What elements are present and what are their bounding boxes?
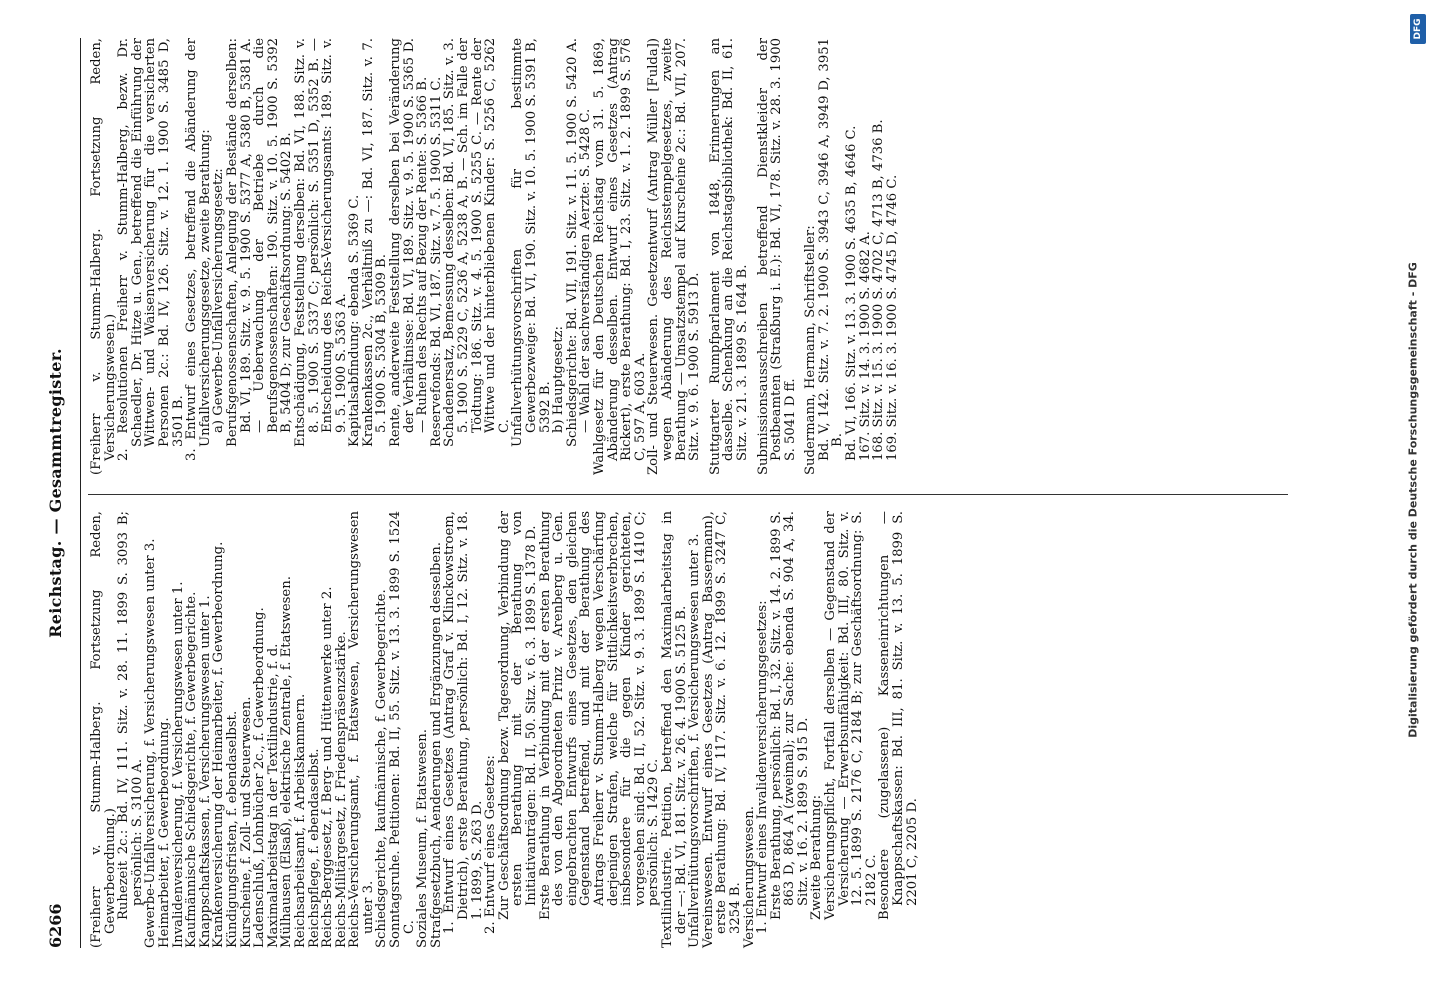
subsection-heading: b) Hauptgesetz: <box>551 326 567 433</box>
numbered-item: 2. Resolutionen Freiherr v. Stumm-Halberg, bezw. Dr. Schaedler, Dr. Hitze u. Gen., betreffend die Einführung der Wittwen- und Waisenversicherung für die versicherten Personen 2c.: Bd. IV, 126. Sitz. v. 12. 1. 1900 S. 3485 D, 3501 B. <box>116 38 186 461</box>
index-entry: Sudermann, Hermann, Schriftsteller: <box>803 225 819 475</box>
dfg-logo-text: DFG <box>1413 18 1423 40</box>
entry-text: Krankenkassen 2c., Verhältniß zu —: Bd. VI, 187. Sitz. v. 7. 5. 1900 S. 5304 B, 5309 B. <box>360 38 390 447</box>
page-title: Reichstag. — Gesammtregister. <box>46 348 65 638</box>
entry-text: Besondere (zugelassene) Kasseneinrichtungen — Knappschaftskassen: Bd. III, 81. Sitz. v. 13. 5. 1899 S. 2201 C, 2205 D. <box>877 511 920 920</box>
left-column <box>90 511 919 948</box>
index-entry: Kündigungsfristen, f. ebendaselbst. <box>224 710 240 948</box>
citation-line: 167. Sitz. v. 14. 3. 1900 S. 4682 A. <box>857 231 873 461</box>
entry-text: Versicherungspflicht, Fortfall derselben — Gegenstand der Versicherung — Erwerbsunfähigkeit: Bd. III, 80. Sitz. v. 12. 5. 1899 S. 2176 C, 2184 B; zur Geschäftsordnung: S. 2182 C. <box>823 511 879 920</box>
numbered-item: 1. Entwurf eines Invalidenversicherungsgesetzes: <box>755 600 771 934</box>
index-entry: Reichs-Berggesetz, f. Berg- und Hüttenwerke unter 2. <box>320 586 336 948</box>
index-entry: Ladenschluß, Lohnbücher 2c., f. Gewerbeordnung. <box>252 607 268 948</box>
entry-text: Schadenersatz, Bemessung desselben: Bd. VI, 185. Sitz. v. 3. 5. 1900 S. 5229 C, 5236 A, 5238 A, B. — Sch. im Falle der Tödtung: 186. Sitz. v. 4. 5. 1900 S. 5255 C. — Rente der Wittwe und der hinterbliebenen Kinder: S. 5256 C, 5262 C. <box>442 38 512 447</box>
index-entry: Wahlgesetz für den Deutschen Reichstag vom 31. 5. 1869, Abänderung desselben. Entwurf eines Gesetzes (Antrag Rickert), erste Berathung: Bd. I, 23. Sitz. v. 1. 2. 1899 S. 576 C, 597 A, 603 A. <box>591 38 648 475</box>
index-entry: Kurscheine, f. Zoll- und Steuerwesen. <box>238 696 254 948</box>
citation-line: 169. Sitz. v. 16. 3. 1900 S. 4745 D, 4746 C. <box>884 174 900 461</box>
citation-line: Bd. VI, 166. Sitz. v. 13. 3. 1900 S. 4635 B, 4646 C. <box>844 125 860 461</box>
index-entry: Reichs-Versicherungsamt, f. Etatswesen, Versicherungswesen unter 3. <box>347 511 376 948</box>
index-entry: Reichspflege, f. ebendaselbst. <box>306 748 322 948</box>
numbered-item: 1. Entwurf eines Gesetzes (Antrag Graf v. Klinckowstroem, Dietrich), erste Berathung, persönlich: Bd. I, 12. Sitz. v. 18. 1. 1899, S. 263 D. <box>442 511 485 934</box>
index-entry: Strafgesetzbuch, Aenderungen und Ergänzungen desselben. <box>428 542 444 948</box>
index-entry: Kaufmännische Schiedsgerichte, f. Gewerbegerichte. <box>184 591 200 948</box>
entry-text: Zur Geschäftsordnung bezw. Tagesordnung, Verbindung der ersten Berathung mit der Berathung von Initiativanträgen: Bd. II, 50. Sitz. v. 6. 3. 1899 S. 1378 D. <box>496 511 539 920</box>
index-entry: Zoll- und Steuerwesen. Gesetzentwurf (Antrag Müller [Fulda]) wegen Abänderung des Reichsstempelgesetzes, zweite Berathung — Umsatzstempel auf Kurscheine 2c.: Bd. VII, 207. Sitz. v. 9. 6. 1900 S. 5913 D. <box>646 38 703 475</box>
entry-text: Reservefonds: Bd. VI, 187. Sitz. v. 7. 5. 1900 S. 5311 C. <box>428 76 444 447</box>
index-entry: Soziales Museum, f. Etatswesen. <box>415 729 431 948</box>
citation-line: 168. Sitz. v. 15. 3. 1900 S. 4702 C, 4713 B, 4736 B. <box>871 119 887 461</box>
entry-text: Erste Berathung in Verbindung mit der ersten Berathung des von den Abgeordneten Prinz v. Arenberg u. Gen. eingebrachten Entwurfs eines Gesetzes, den gleichen Gegenstand betreffend, und mit der Berathung des Antrags Freiherr v. Stumm-Halberg wegen Verschärfung derjenigen Strafen, welche für Sittlichkeitsverbrechen, insbesondere für die gegen Kinder gerichteten, vorgesehen sind: Bd. II, 52. Sitz. v. 9. 3. 1899 S. 1410 C; persönlich: S. 1429 C. <box>537 511 662 920</box>
header-rule <box>80 38 81 948</box>
entry-text: Erste Berathung, persönlich: Bd. I, 32. Sitz. v. 14. 2. 1899 S. 863 D, 864 A (zweimal); zur Sache: ebenda S. 904 A, 34. Sitz. v. 16. 2. 1899 S. 915 D. <box>768 511 811 920</box>
index-entry: Invalidenversicherung, f. Versicherungswesen unter 1. <box>170 581 186 948</box>
entry-text: Ruhezeit 2c.: Bd. IV, 111. Sitz. v. 28. 11. 1899 S. 3093 B; persönlich: S. 3100 A. <box>116 511 145 920</box>
entry-text: Unfallverhütungsvorschriften für bestimmte Gewerbezweige: Bd. VI, 190. Sitz. v. 10. 5. 1900 S. 5391 B, 5392 B. <box>510 38 553 447</box>
entry-text: Schiedsgerichte: Bd. VII, 191. Sitz. v. 11. 5. 1900 S. 5420 A. — Wahl der sachverständigen Aerzte: S. 5428 C. <box>564 38 594 447</box>
index-entry: Heimarbeiter, f. Gewerbeordnung. <box>156 717 172 948</box>
index-entry: Vereinswesen. Entwurf eines Gesetzes (Antrag Bassermann), erste Berathung: Bd. IV, 117. Sitz. v. 6. 12. 1899 S. 3247 C, 3254 B. <box>700 511 743 948</box>
continuation-heading: (Freiherr v. Stumm-Halberg. Fortsetzung Reden, Gewerbeordnung.) <box>89 511 118 948</box>
entry-text: Berufsgenossenschaften, Anlegung der Bestände derselben: Bd. VI, 189. Sitz. v. 9. 5. 1900 S. 5377 A, 5380 B, 5381 A. — Ueberwachung der Betriebe durch die Berufsgenossenschaften: 190. Sitz. v. 10. 5. 1900 S. 5392 B, 5404 D; zur Geschäftsordnung: S. 5402 B. <box>224 38 295 447</box>
index-entry: Reichsarbeitsamt, f. Arbeitskammern. <box>292 693 308 948</box>
entry-text: Zweite Berathung: <box>809 794 825 920</box>
continuation-heading: (Freiherr v. Stumm-Halberg. Fortsetzung Reden, Versicherungswesen.) <box>89 38 118 475</box>
index-entry: Stuttgarter Rumpfparlament von 1848, Erinnerungen an dasselbe. Schenkung an die Reichstagsbibliothek: Bd. II, 61. Sitz. v. 21. 3. 1899 S. 1644 B. <box>707 38 750 475</box>
index-entry: Versicherungswesen. <box>741 806 757 948</box>
index-entry: Textilindustrie. Petition, betreffend den Maximalarbeitstag in der —: Bd. VI, 181. Sitz. v. 26. 4. 1900 S. 5125 B. <box>659 511 689 948</box>
index-entry: Mülhausen (Elsaß), elektrische Zentrale, f. Etatswesen. <box>279 576 295 948</box>
citation-line: Bd. V, 142. Sitz. v. 7. 2. 1900 S. 3943 C, 3946 A, 3949 D, 3951 B. <box>816 38 846 461</box>
numbered-item: 2. Entwurf eines Gesetzes: <box>483 755 499 934</box>
digitization-credit <box>1398 20 1428 980</box>
numbered-item: 3. Entwurf eines Gesetzes, betreffend die Abänderung der Unfallversicherungsgesetze, zweite Berathung: <box>184 38 213 461</box>
index-entry: Gewerbe-Unfallversicherung, f. Versicherungswesen unter 3. <box>143 538 159 948</box>
page-number: 6266 <box>46 903 65 948</box>
entry-text: Rente, anderweite Feststellung derselben bei Veränderung der Verhältnisse: Bd. VI, 189. Sitz. v. 9. 5. 1900 S. 5365 D. — Ruhen des Rechts auf Bezug der Rente: S. 5366 B. <box>388 38 431 447</box>
column-divider <box>88 494 1288 495</box>
index-entry: Reichs-Militärgesetz, f. Friedenspräsenzstärke. <box>333 631 349 948</box>
index-entry: Submissionsausschreiben betreffend Dienstkleider der Postbeamten (Straßburg i. E.): Bd. VI, 178. Sitz. v. 28. 3. 1900 S. 5041 D ff. <box>755 38 798 475</box>
credit-text: Digitalisierung gefördert durch die Deutsche Forschungsgemeinschaft - DFG <box>1406 262 1420 738</box>
right-column <box>90 38 899 475</box>
page-header <box>42 38 72 948</box>
index-entry: Knappschaftskassen, f. Versicherungswesen unter 1. <box>197 595 213 948</box>
index-entry: Schiedsgerichte, kaufmännische, f. Gewerbegerichte. <box>374 589 390 948</box>
index-entry: Maximalarbeitstag in der Textilindustrie, f. d. <box>265 643 281 948</box>
index-entry: Sonntagsruhe. Petitionen: Bd. II, 55. Sitz. v. 13. 3. 1899 S. 1524 C. <box>388 511 417 948</box>
entry-text: Kapitalsabfindung: ebenda S. 5369 C. <box>347 194 363 447</box>
index-entry: Unfallverhütungsvorschriften, f. Versicherungswesen unter 3. <box>687 533 703 948</box>
entry-text: Entschädigung, Feststellung derselben: Bd. VI, 188. Sitz. v. 8. 5. 1900 S. 5337 C; persönlich: S. 5351 D, 5352 B. — Entscheidung des Reichs-Versicherungsamts: 189. Sitz. v. 9. 5. 1900 S. 5363 A. <box>292 38 349 447</box>
subsection-heading: a) Gewerbe-Unfallversicherungsgesetz: <box>211 168 227 433</box>
index-entry: Krankenversicherung der Heimarbeiter, f. Gewerbeordnung. <box>211 541 227 948</box>
